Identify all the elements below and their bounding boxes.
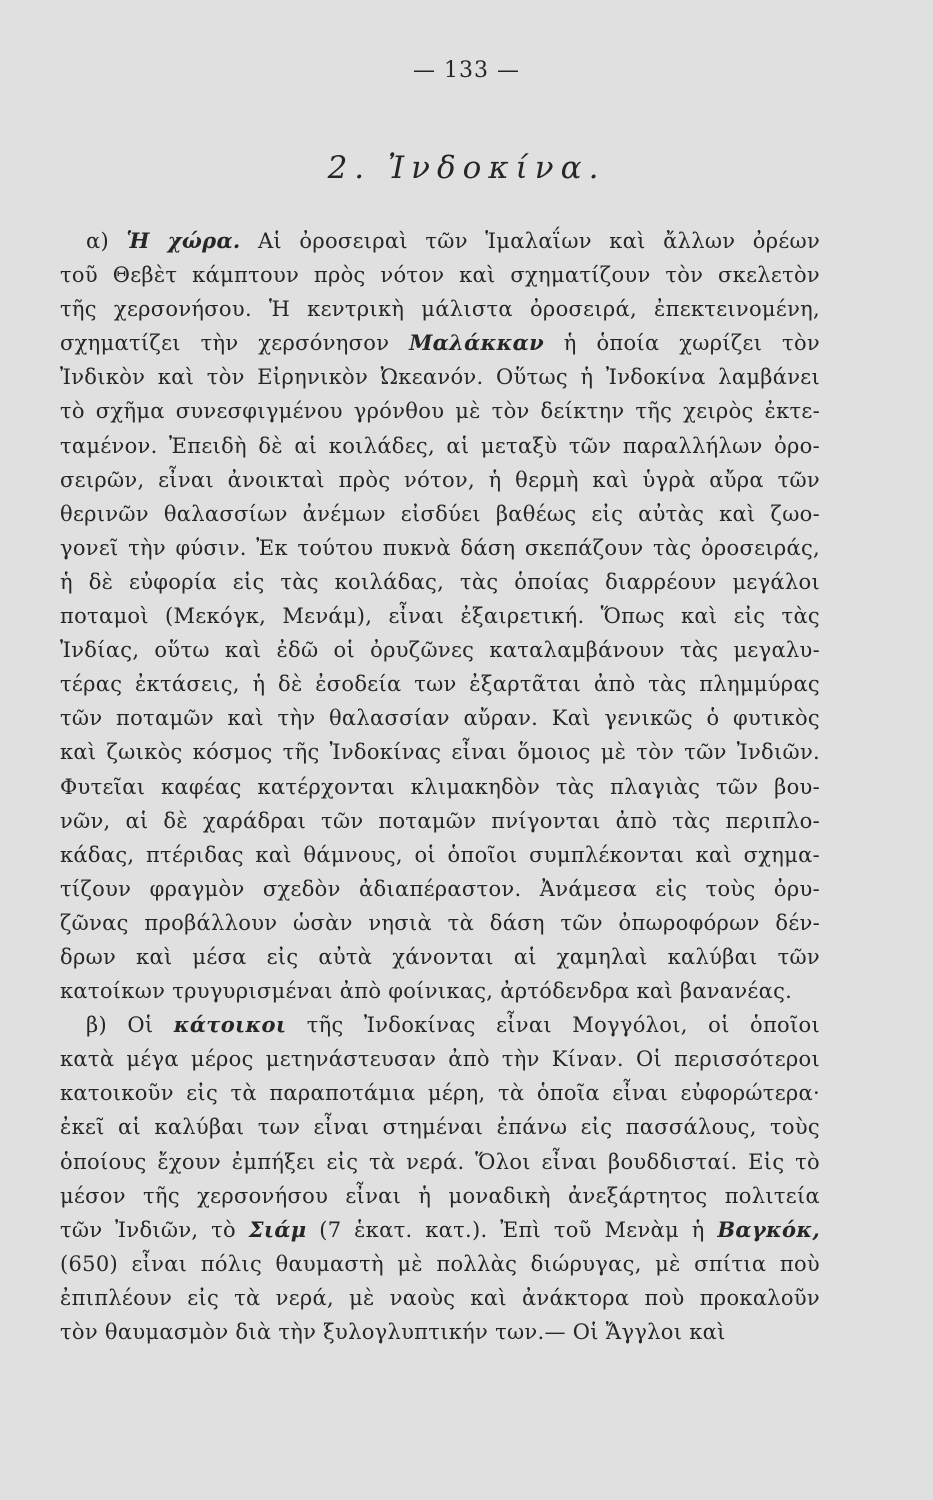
text-line xyxy=(60,1315,820,1349)
emphasized-term: Ἡ χώρα. xyxy=(126,228,241,253)
text-span: Ἰνδίας, οὕτω καὶ ἐδῶ οἱ ὀρυζῶνες καταλαμβάνουν τὰς μεγαλυ- xyxy=(60,638,820,663)
text-span: ποταμοὶ (Μεκόγκ, Μενάμ), εἶναι ἐξαιρετική. Ὅπως καὶ εἰς τὰς xyxy=(60,604,820,629)
emphasized-term: Μαλάκκαν xyxy=(409,330,544,356)
text-line xyxy=(60,838,820,872)
text-span: τίζουν φραγμὸν σχεδὸν ἀδιαπέραστον. Ἀνάμεσα εἰς τοὺς ὀρυ- xyxy=(60,876,820,901)
emphasized-term: κάτοικοι xyxy=(173,1012,287,1038)
text-span: θερινῶν θαλασσίων ἀνέμων εἰσδύει βαθέως εἰς αὐτὰς καὶ ζωο- xyxy=(60,501,820,526)
text-line xyxy=(60,599,820,633)
text-span: α) xyxy=(86,229,127,253)
text-line xyxy=(60,1145,820,1179)
paragraph-inhabitants xyxy=(60,1008,820,1349)
text-span: νῶν, αἱ δὲ χαράδραι τῶν ποταμῶν πνίγονται ἀπὸ τὰς περιπλο- xyxy=(60,808,820,833)
text-line xyxy=(60,1247,820,1281)
text-line xyxy=(60,1008,820,1042)
emphasized-term: Βαγκόκ, xyxy=(717,1216,820,1242)
text-line xyxy=(60,974,820,1008)
emphasized-term: Σιάμ xyxy=(248,1216,307,1242)
text-line xyxy=(60,906,820,940)
text-span: ἐπιπλέουν εἰς τὰ νερά, μὲ ναοὺς καὶ ἀνάκτορα ποὺ προκαλοῦν xyxy=(60,1285,820,1310)
text-span: δρων καὶ μέσα εἰς αὐτὰ χάνονται αἱ χαμηλαὶ καλύβαι τῶν xyxy=(60,944,820,969)
text-span: ἡ δὲ εὐφορία εἰς τὰς κοιλάδας, τὰς ὁποίας διαρρέουν μεγάλοι xyxy=(60,569,820,594)
text-line xyxy=(60,770,820,804)
text-line xyxy=(60,804,820,838)
text-line xyxy=(60,872,820,906)
text-line xyxy=(60,463,820,497)
text-span: τέρας ἐκτάσεις, ἡ δὲ ἐσοδεία των ἐξαρτᾶται ἀπὸ τὰς πλημμύρας xyxy=(60,672,820,697)
text-span: κατοικοῦν εἰς τὰ παραποτάμια μέρη, τὰ ὁποῖα εἶναι εὐφορώτερα· xyxy=(60,1081,820,1106)
text-span: Φυτεῖαι καφέας κατέρχονται κλιμακηδὸν τὰς πλαγιὰς τῶν βου- xyxy=(60,774,820,799)
text-span: ἡ ὁποία χωρίζει τὸν xyxy=(543,331,820,356)
text-span: σειρῶν, εἶναι ἀνοικταὶ πρὸς νότον, ἡ θερμὴ καὶ ὑγρὰ αὔρα τῶν xyxy=(60,467,820,492)
text-line xyxy=(60,258,820,292)
text-line xyxy=(60,429,820,463)
text-span: μέσον τῆς χερσονήσου εἶναι ἡ μοναδικὴ ἀνεξάρτητος πολιτεία xyxy=(60,1183,820,1208)
text-line xyxy=(60,940,820,974)
text-span: β) Οἱ xyxy=(86,1013,174,1038)
text-span: ἐκεῖ αἱ καλύβαι των εἶναι στημέναι ἐπάνω εἰς πασσάλους, τοὺς xyxy=(60,1115,820,1140)
page-number: — 133 — xyxy=(413,58,520,83)
text-line xyxy=(60,1110,820,1144)
section-heading: 2. Ἰνδοκίνα. xyxy=(327,150,606,186)
text-span: κάδας, πτέριδας καὶ θάμνους, οἱ ὁποῖοι συμπλέκονται καὶ σχημα- xyxy=(60,842,820,867)
body-text xyxy=(60,224,820,1349)
text-line xyxy=(60,633,820,667)
text-span: κατοίκων τρυγυρισμέναι ἀπὸ φοίνικας, ἀρτόδενδρα καὶ βανανέας. xyxy=(60,979,793,1004)
text-line xyxy=(60,701,820,735)
text-line xyxy=(60,360,820,394)
text-line xyxy=(60,1179,820,1213)
text-line xyxy=(60,735,820,769)
text-span: (7 ἑκατ. κατ.). Ἐπὶ τοῦ Μενὰμ ἡ xyxy=(306,1217,718,1242)
text-span: ζῶνας προβάλλουν ὡσὰν νησιὰ τὰ δάση τῶν ὀπωροφόρων δέν- xyxy=(60,910,820,935)
text-span: τῆς χερσονήσου. Ἡ κεντρικὴ μάλιστα ὀροσειρά, ἐπεκτεινομένη, xyxy=(60,297,820,322)
text-span: τὸ σχῆμα συνεσφιγμένου γρόνθου μὲ τὸν δείκτην τῆς χειρὸς ἐκτε- xyxy=(60,399,820,424)
text-line xyxy=(60,326,820,360)
paragraph-land xyxy=(60,224,820,1008)
text-line xyxy=(60,497,820,531)
text-line xyxy=(60,565,820,599)
text-line xyxy=(60,292,820,326)
text-line xyxy=(60,1281,820,1315)
text-span: ὁποίους ἔχουν ἐμπήξει εἰς τὰ νερά. Ὅλοι εἶναι βουδδισταί. Εἰς τὸ xyxy=(60,1149,820,1174)
text-span: τοῦ Θεβὲτ κάμπτουν πρὸς νότον καὶ σχηματίζουν τὸν σκελετὸν xyxy=(60,263,820,288)
text-span: καὶ ζωικὸς κόσμος τῆς Ἰνδοκίνας εἶναι ὅμοιος μὲ τὸν τῶν Ἰνδιῶν. xyxy=(60,740,820,765)
text-span: Ἰνδικὸν καὶ τὸν Εἰρηνικὸν Ὠκεανόν. Οὕτως ἡ Ἰνδοκίνα λαμβάνει xyxy=(60,365,820,390)
text-span: τὸν θαυμασμὸν διὰ τὴν ξυλογλυπτικήν των.— Οἱ Ἄγγλοι καὶ xyxy=(60,1320,726,1344)
text-line xyxy=(60,1042,820,1076)
text-span: τῶν Ἰνδιῶν, τὸ xyxy=(60,1217,249,1242)
text-line xyxy=(60,531,820,565)
text-line xyxy=(60,1076,820,1110)
text-span: ταμένον. Ἐπειδὴ δὲ αἱ κοιλάδες, αἱ μεταξὺ τῶν παραλλήλων ὀρο- xyxy=(60,433,820,458)
text-line xyxy=(60,667,820,701)
text-span: τῶν ποταμῶν καὶ τὴν θαλασσίαν αὔραν. Καὶ γενικῶς ὁ φυτικὸς xyxy=(60,706,820,731)
text-span: σχηματίζει τὴν χερσόνησον xyxy=(60,331,410,356)
text-line xyxy=(60,1213,820,1247)
text-span: Αἱ ὀροσειραὶ τῶν Ἱμαλαΐων καὶ ἄλλων ὀρέων xyxy=(240,229,820,253)
text-span: γονεῖ τὴν φύσιν. Ἐκ τούτου πυκνὰ δάση σκεπάζουν τὰς ὀροσειράς, xyxy=(60,535,820,560)
text-span: τῆς Ἰνδοκίνας εἶναι Μογγόλοι, οἱ ὁποῖοι xyxy=(286,1013,820,1038)
text-span: κατὰ μέγα μέρος μετηνάστευσαν ἀπὸ τὴν Κίναν. Οἱ περισσότεροι xyxy=(60,1047,820,1072)
text-span: (650) εἶναι πόλις θαυμαστὴ μὲ πολλὰς διώρυγας, μὲ σπίτια ποὺ xyxy=(60,1251,820,1276)
text-line xyxy=(60,394,820,428)
text-line xyxy=(60,224,820,258)
